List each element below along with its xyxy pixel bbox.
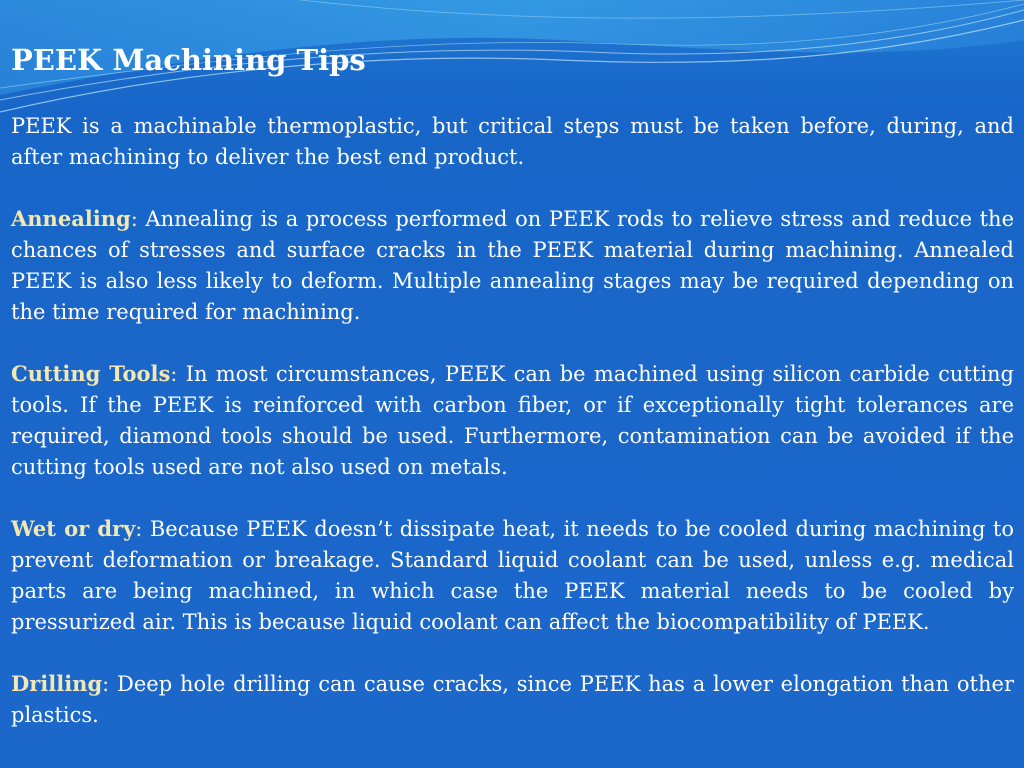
cutting-tools-separator: : xyxy=(170,362,178,386)
annealing-heading: Annealing xyxy=(11,206,131,231)
wet-or-dry-heading: Wet or dry xyxy=(11,516,136,541)
wet-or-dry-paragraph xyxy=(11,513,1014,638)
cutting-tools-heading: Cutting Tools xyxy=(11,361,171,386)
annealing-text: Annealing is a process performed on PEEK rods to relieve stress and reduce the chances of stresses and surface cracks in the PEEK material during machining. Annealed PEEK is also less likely to deform. Multiple annealing stages may be required depending on the time required for machining. xyxy=(11,207,1014,324)
drilling-separator: : xyxy=(102,672,110,696)
annealing-separator: : xyxy=(130,207,138,231)
drilling-text: Deep hole drilling can cause cracks, since PEEK has a lower elongation than other plastics. xyxy=(11,672,1014,727)
slide-body xyxy=(11,111,1014,761)
slide-title: PEEK Machining Tips xyxy=(11,43,366,77)
cutting-tools-text: In most circumstances, PEEK can be machined using silicon carbide cutting tools. If the PEEK is reinforced with carbon fiber, or if exceptionally tight tolerances are required, diamond tools should be used. Furthermore, contamination can be avoided if the cutting tools used are not also used on metals. xyxy=(11,362,1014,479)
cutting-tools-paragraph xyxy=(11,358,1014,483)
drilling-paragraph xyxy=(11,668,1014,731)
wet-or-dry-separator: : xyxy=(135,517,143,541)
drilling-heading: Drilling xyxy=(11,671,103,696)
wet-or-dry-text: Because PEEK doesn’t dissipate heat, it needs to be cooled during machining to prevent deformation or breakage. Standard liquid coolant can be used, unless e.g. medical parts are being machined, in which case the PEEK material needs to be cooled by pressurized air. This is because liquid coolant can affect the biocompatibility of PEEK. xyxy=(11,517,1014,634)
intro-paragraph: PEEK is a machinable thermoplastic, but critical steps must be taken before, during, and after machining to deliver the best end product. xyxy=(11,114,1014,169)
annealing-paragraph xyxy=(11,203,1014,328)
